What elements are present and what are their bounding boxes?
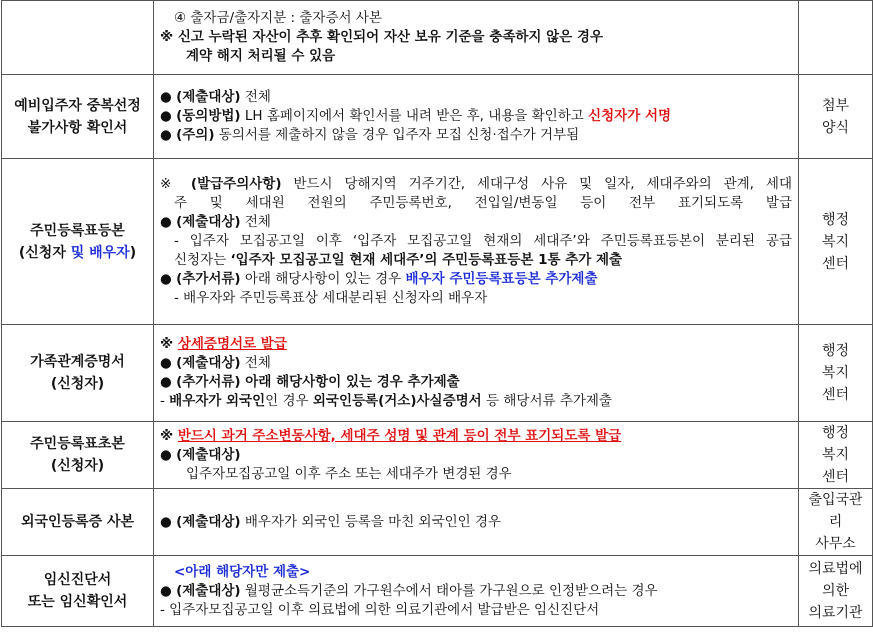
description-text: ● [160, 513, 177, 530]
document-name-line: (신청자 및 배우자) [18, 244, 137, 261]
description-line [160, 392, 792, 411]
table-row [2, 325, 873, 422]
table-row [2, 422, 873, 489]
issuing-office-line: 행정 [821, 211, 850, 228]
description-text: 상세증명서로 발급 [177, 336, 287, 352]
description-line [160, 107, 792, 126]
issuing-office-line: 복지 [821, 447, 850, 463]
description-text: 월평균소득기준의 가구원수에서 태아를 가구원으로 인정받으려는 경우 [240, 582, 658, 599]
issuing-office-line: 센터 [821, 469, 850, 485]
document-name-cell [2, 422, 154, 489]
description-text: 아래 해당사항이 있는 경우 [240, 271, 406, 287]
description-text: (제출대상) [176, 89, 241, 105]
description-text: LH 홈페이지에서 확인서를 내려 받은 후, 내용을 확인하고 [240, 108, 589, 124]
description-text: 배우자가 외국인 등록을 마친 외국인인 경우 [240, 513, 502, 530]
description-text: (동의방법) [176, 108, 241, 124]
description-text: ● [160, 214, 177, 230]
table-row [2, 1, 873, 75]
description-text: 계약 해지 처리될 수 있음 [186, 48, 336, 64]
issuing-office-cell [799, 556, 873, 627]
document-name-line: 외국인등록증 사본 [20, 514, 135, 530]
description-text: - 입주자모집공고일 이후 의료법에 의한 의료기관에서 발급받은 임신진단서 [160, 601, 600, 618]
description-line [160, 563, 792, 582]
issuing-office-line: 의료기관 [808, 605, 863, 621]
description-text: 주 및 세대원 전원의 주민등록번호, 전입일/변동일 등이 전부 표기되도록 발급 [174, 195, 792, 211]
description-cell [154, 422, 799, 489]
description-text: 등 해당서류 추가제출 [481, 393, 612, 409]
description-text: (제출대상) [176, 513, 241, 530]
document-name-cell [2, 1, 154, 75]
document-name-cell [2, 489, 154, 556]
description-line [160, 28, 792, 47]
description-text: 전체 [240, 355, 271, 371]
description-text: (추가서류) [176, 271, 241, 287]
issuing-office-line: 사무소 [815, 536, 856, 552]
description-line [160, 126, 792, 145]
description-text: 외국인등록(거소)사실증명서 [312, 393, 482, 409]
description-line [160, 427, 792, 446]
description-text: 신청자가 서명 [588, 108, 672, 124]
description-text: 입주자모집공고일 이후 주소 또는 세대주가 변경된 경우 [186, 465, 512, 482]
issuing-office-cell [799, 422, 873, 489]
description-text: 반드시 과거 주소변동사항, 세대주 성명 및 관계 등이 전부 표기되도록 발급 [177, 427, 622, 444]
description-line [160, 354, 792, 373]
issuing-office-line: 복지 [821, 233, 850, 250]
description-line [160, 601, 792, 620]
description-text: ● [160, 582, 177, 599]
description-line [160, 335, 792, 354]
description-text: ● [160, 446, 177, 463]
description-text: 반드시 당해지역 거주기간, 세대구성 사유 및 일자, 세대주와의 관계, 세대 [281, 176, 792, 192]
table-row [2, 75, 873, 159]
document-table [1, 0, 873, 627]
description-line [160, 270, 792, 289]
description-text: ● [160, 127, 177, 143]
description-text: (제출대상) [176, 214, 241, 230]
document-name-line: 불가사항 확인서 [27, 119, 128, 136]
issuing-office-cell [799, 1, 873, 75]
description-line [160, 88, 792, 107]
issuing-office-line: 센터 [821, 255, 850, 272]
issuing-office-line: 리 [828, 514, 843, 530]
description-text: ※ 신고 누락된 자산이 추후 확인되어 자산 보유 기준을 충족하지 않은 경우 [160, 29, 604, 45]
description-line [160, 289, 792, 308]
description-cell [154, 159, 799, 325]
description-text: ● [160, 374, 177, 390]
description-text: - [160, 393, 170, 409]
description-text: ● [160, 108, 177, 124]
document-name-line: 주민등록표초본 [30, 436, 125, 452]
document-name-line: 또는 임신확인서 [27, 594, 128, 610]
description-text: 전체 [240, 89, 271, 105]
description-text: 인 경우 [265, 393, 313, 409]
description-text: 배우자가 외국인 [169, 393, 266, 409]
description-text: (추가서류) 아래 해당사항이 있는 경우 추가제출 [176, 374, 460, 390]
issuing-office-line: 첨부 [821, 97, 850, 114]
issuing-office-line: 행정 [821, 343, 850, 359]
description-text: (제출대상) [176, 582, 241, 599]
description-text: 동의서를 제출하지 않을 경우 입주자 모집 신청·접수가 거부됨 [214, 127, 580, 143]
description-text: 전체 [240, 214, 271, 230]
description-cell [154, 1, 799, 75]
issuing-office-line: 행정 [821, 425, 850, 441]
table-row [2, 489, 873, 556]
issuing-office-line: 양식 [821, 119, 850, 136]
description-line [160, 465, 792, 484]
table-row [2, 159, 873, 325]
description-line [160, 9, 792, 28]
document-name-cell [2, 325, 154, 422]
description-text: ● [160, 355, 177, 371]
issuing-office-cell [799, 489, 873, 556]
document-name-line: 예비입주자 중복선정 [14, 97, 141, 114]
document-name-line: 가족관계증명서 [30, 354, 125, 370]
description-cell [154, 75, 799, 159]
description-text: ● [160, 271, 177, 287]
description-text: (주의) [176, 127, 215, 143]
issuing-office-line: 센터 [821, 387, 850, 403]
document-name-line: (신청자) [50, 458, 105, 474]
issuing-office-cell [799, 159, 873, 325]
issuing-office-line: 의료법에 [808, 561, 863, 577]
description-line [160, 251, 792, 270]
description-text: - 배우자와 주민등록표상 세대분리된 신청자의 배우자 [174, 290, 488, 306]
description-line [160, 232, 792, 251]
document-name-line: (신청자) [50, 376, 105, 392]
description-cell [154, 325, 799, 422]
document-name-line: 임신진단서 [43, 572, 112, 588]
document-name-cell [2, 75, 154, 159]
document-name-line: 주민등록표등본 [30, 222, 125, 239]
document-name-cell [2, 159, 154, 325]
description-line [160, 175, 792, 194]
document-name-cell [2, 556, 154, 627]
description-line [160, 373, 792, 392]
description-text: ※ [160, 427, 178, 444]
description-text: (제출대상) [176, 446, 241, 463]
description-line [160, 582, 792, 601]
description-text: ※ [160, 336, 178, 352]
description-text: 신청자는 [174, 252, 231, 268]
issuing-office-cell [799, 75, 873, 159]
description-line [160, 47, 792, 66]
issuing-office-line: 의한 [821, 583, 850, 599]
description-text: <아래 해당자만 제출> [174, 563, 311, 580]
description-text: ④ 출자금/출자지분 : 출자증서 사본 [174, 10, 382, 26]
description-text: (발급주의사항) [190, 176, 282, 192]
issuing-office-line: 출입국관 [808, 492, 863, 508]
description-text: 배우자 주민등록표등본 추가제출 [405, 271, 598, 287]
description-text: ‘입주자 모집공고일 현재 세대주’의 주민등록표등본 1통 추가 제출 [230, 252, 623, 268]
table-row [2, 556, 873, 627]
description-text: (제출대상) [176, 355, 241, 371]
issuing-office-line: 복지 [821, 365, 850, 381]
description-line [160, 194, 792, 213]
description-line [160, 446, 792, 465]
description-text: ※ [160, 176, 191, 192]
description-cell [154, 556, 799, 627]
description-line [160, 513, 792, 532]
description-text: ● [160, 89, 177, 105]
description-text: - 입주자 모집공고일 이후 ‘입주자 모집공고일 현재의 세대주’와 주민등록표등본이 분리된 공급 [174, 233, 792, 249]
description-cell [154, 489, 799, 556]
issuing-office-cell [799, 325, 873, 422]
description-line [160, 213, 792, 232]
